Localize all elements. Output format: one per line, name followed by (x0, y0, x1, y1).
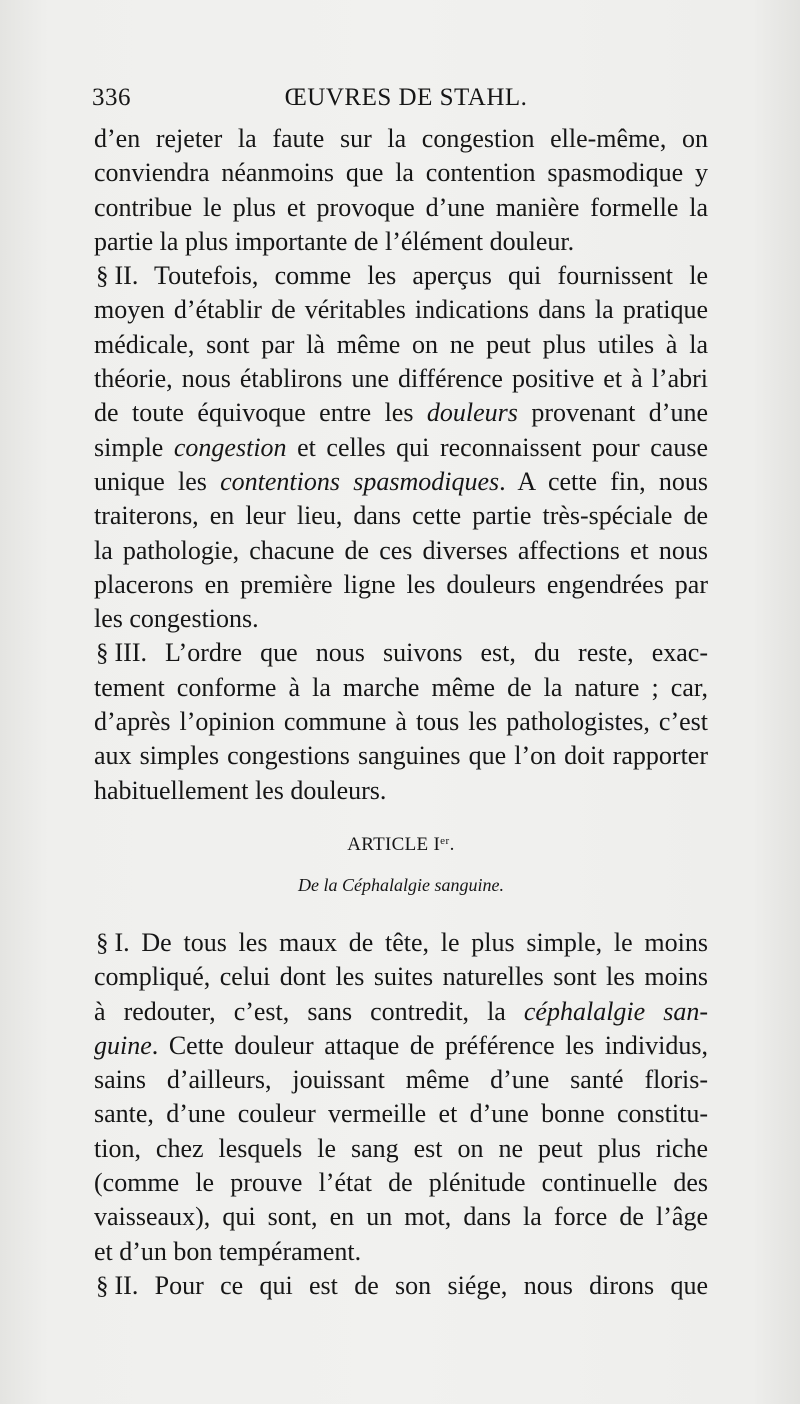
section-symbol: § (96, 263, 109, 291)
text-line: de toute équivoque entre les douleurs provenant d’une (94, 398, 708, 428)
text-line: sante, d’une couleur vermeille et d’une bonne constitu- (94, 1099, 708, 1129)
body-text-top (94, 122, 708, 808)
italic-text: céphalalgie san- (523, 996, 708, 1026)
article-heading (94, 834, 708, 856)
italic-text: congestion (173, 432, 287, 462)
article-heading-end: . (449, 834, 455, 855)
text-line: à redouter, c’est, sans contredit, la céphalalgie san- (94, 996, 708, 1026)
italic-text: contentions spasmodiques (220, 466, 500, 496)
running-title: ŒUVRES DE STAHL. (284, 84, 528, 111)
text-line: les congestions. (94, 604, 259, 634)
text-line: moyen d’établir de véritables indications dans la pratique (94, 295, 708, 325)
text-line: théorie, nous établirons une différence positive et à l’abri (94, 364, 708, 394)
text-line: tement conforme à la marche même de la nature ; car, (94, 672, 708, 702)
text-line: unique les contentions spasmodiques. A cette fin, nous (94, 466, 708, 496)
text-line: d’en rejeter la faute sur la congestion elle-même, on (94, 124, 708, 153)
italic-text: douleurs (426, 398, 518, 428)
page-header (92, 78, 710, 118)
text-line: la pathologie, chacune de ces diverses affections et nous (94, 535, 708, 565)
article-heading-sup: er (440, 835, 450, 847)
text-line: placerons en première ligne les douleurs engendrées par (94, 569, 708, 599)
article-heading-text: ARTICLE I (347, 834, 441, 855)
paragraph-start-line: § I. De tous les maux de tête, le plus simple, le moins (94, 926, 708, 960)
text-line: traiterons, en leur lieu, dans cette partie très-spéciale de (94, 501, 708, 531)
paragraph-start-line: § III. L’ordre que nous suivons est, du reste, exac- (94, 636, 708, 670)
text-line: simple congestion et celles qui reconnaissent pour cause (94, 432, 708, 462)
text-line: compliqué, celui dont les suites naturelles sont les moins (94, 962, 708, 992)
text-line: guine. Cette douleur attaque de préférence les individus, (94, 1030, 708, 1060)
italic-text: guine (94, 1030, 152, 1060)
text-line: contribue le plus et provoque d’une manière formelle la (94, 192, 708, 222)
text-line: conviendra néanmoins que la contention spasmodique y (94, 158, 708, 188)
text-line: aux simples congestions sanguines que l’on doit rapporter (94, 741, 708, 771)
text-line: tion, chez lesquels le sang est on ne peut plus riche (94, 1133, 708, 1163)
section-symbol: § (96, 930, 109, 957)
paragraph-start-line: § II. Toutefois, comme les aperçus qui fournissent le (94, 259, 708, 293)
text-line: habituellement les douleurs. (94, 775, 387, 805)
section-symbol: § (96, 640, 109, 668)
text-line: partie la plus importante de l’élément douleur. (94, 226, 575, 256)
text-line: sains d’ailleurs, jouissant même d’une santé floris- (94, 1065, 708, 1095)
text-line: d’après l’opinion commune à tous les pathologistes, c’est (94, 707, 708, 737)
section-symbol: § (96, 1272, 109, 1300)
body-text-bottom (94, 926, 708, 1303)
text-line: (comme le prouve l’état de plénitude continuelle des (94, 1168, 708, 1198)
text-line: vaisseaux), qui sont, en un mot, dans la force de l’âge (94, 1202, 708, 1232)
page-number: 336 (92, 84, 131, 111)
text-line: médicale, sont par là même on ne peut plus utiles à la (94, 329, 708, 359)
text-line: et d’un bon tempérament. (94, 1236, 362, 1266)
paragraph-start-line: § II. Pour ce qui est de son siége, nous dirons que (94, 1269, 708, 1303)
article-subtitle: De la Céphalalgie sanguine. (298, 875, 504, 895)
